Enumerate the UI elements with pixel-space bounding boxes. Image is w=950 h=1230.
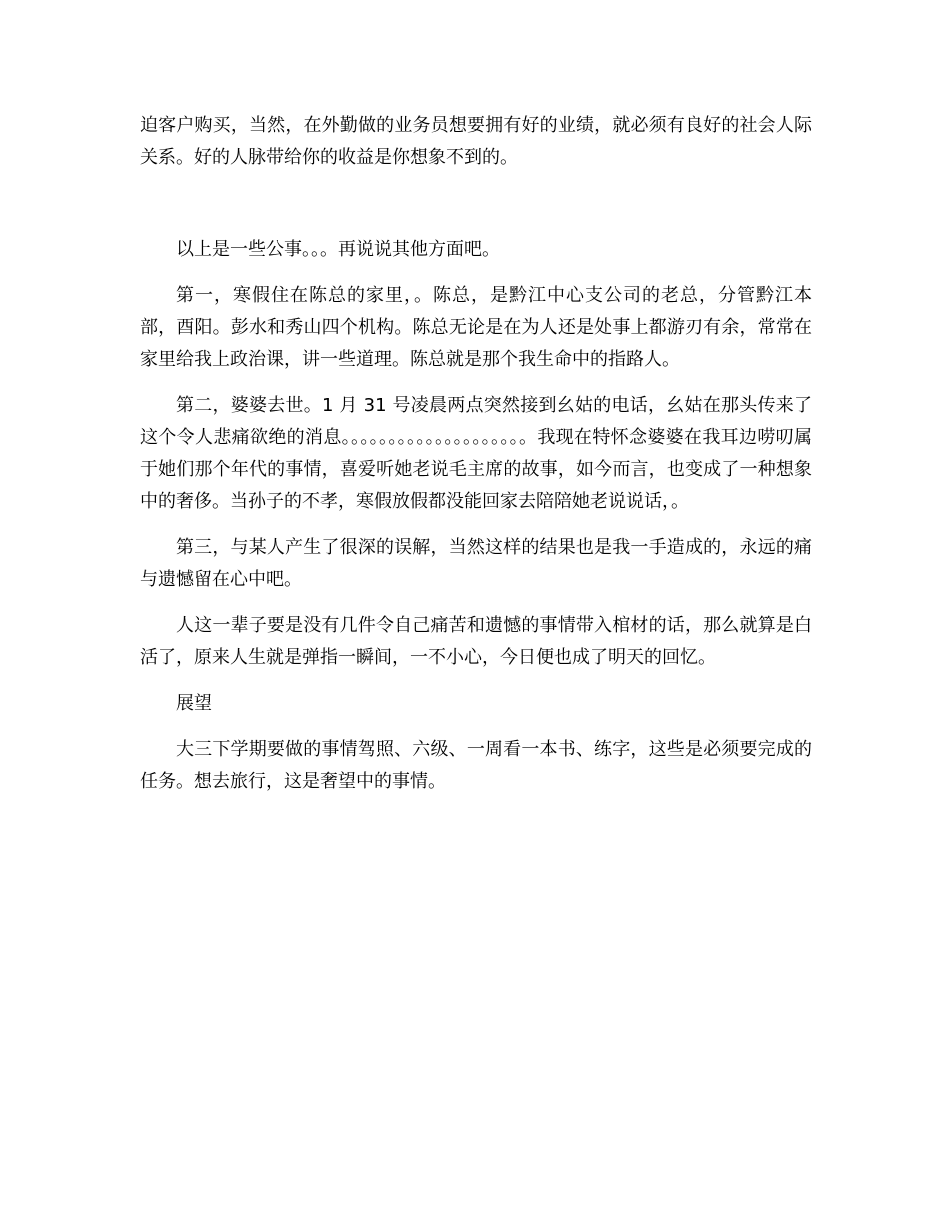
document-page <box>140 110 812 798</box>
paragraph-transition: 以上是一些公事。。。再说说其他方面吧。 <box>176 239 500 260</box>
paragraph-first-point: 第一，寒假住在陈总的家里，。陈总，是黔江中心支公司的老总，分管黔江本部，酉阳。彭水和秀山四个机构。陈总无论是在为人还是处事上都游刃有余，常常在家里给我上政治课，讲一些道理。陈总就是那个我生命中的指路人。 <box>140 285 812 370</box>
paragraph-plans: 大三下学期要做的事情驾照、六级、一周看一本书、练字，这些是必须要完成的任务。想去旅行，这是奢望中的事情。 <box>140 739 812 792</box>
section-heading-outlook: 展望 <box>176 693 212 714</box>
paragraph-reflection: 人这一辈子要是没有几件令自己痛苦和遗憾的事情带入棺材的话，那么就算是白活了，原来人生就是弹指一瞬间，一不小心，今日便也成了明天的回忆。 <box>140 615 812 668</box>
paragraph-second-point: 第二，婆婆去世。1 月 31 号凌晨两点突然接到幺姑的电话，幺姑在那头传来了这个令人悲痛欲绝的消息。。。。。。。。。。。。。。。。。。。。我现在特怀念婆婆在我耳边唠叨属于她们那个年代的事情，喜爱听她老说毛主席的故事，如今而言，也变成了一种想象中的奢侈。当孙子的不孝，寒假放假都没能回家去陪陪她老说说话，。 <box>140 395 812 512</box>
paragraph-continuation: 迫客户购买，当然，在外勤做的业务员想要拥有好的业绩，就必须有良好的社会人际关系。好的人脉带给你的收益是你想象不到的。 <box>140 115 812 168</box>
paragraph-third-point: 第三，与某人产生了很深的误解，当然这样的结果也是我一手造成的，永远的痛与遗憾留在心中吧。 <box>140 537 812 590</box>
